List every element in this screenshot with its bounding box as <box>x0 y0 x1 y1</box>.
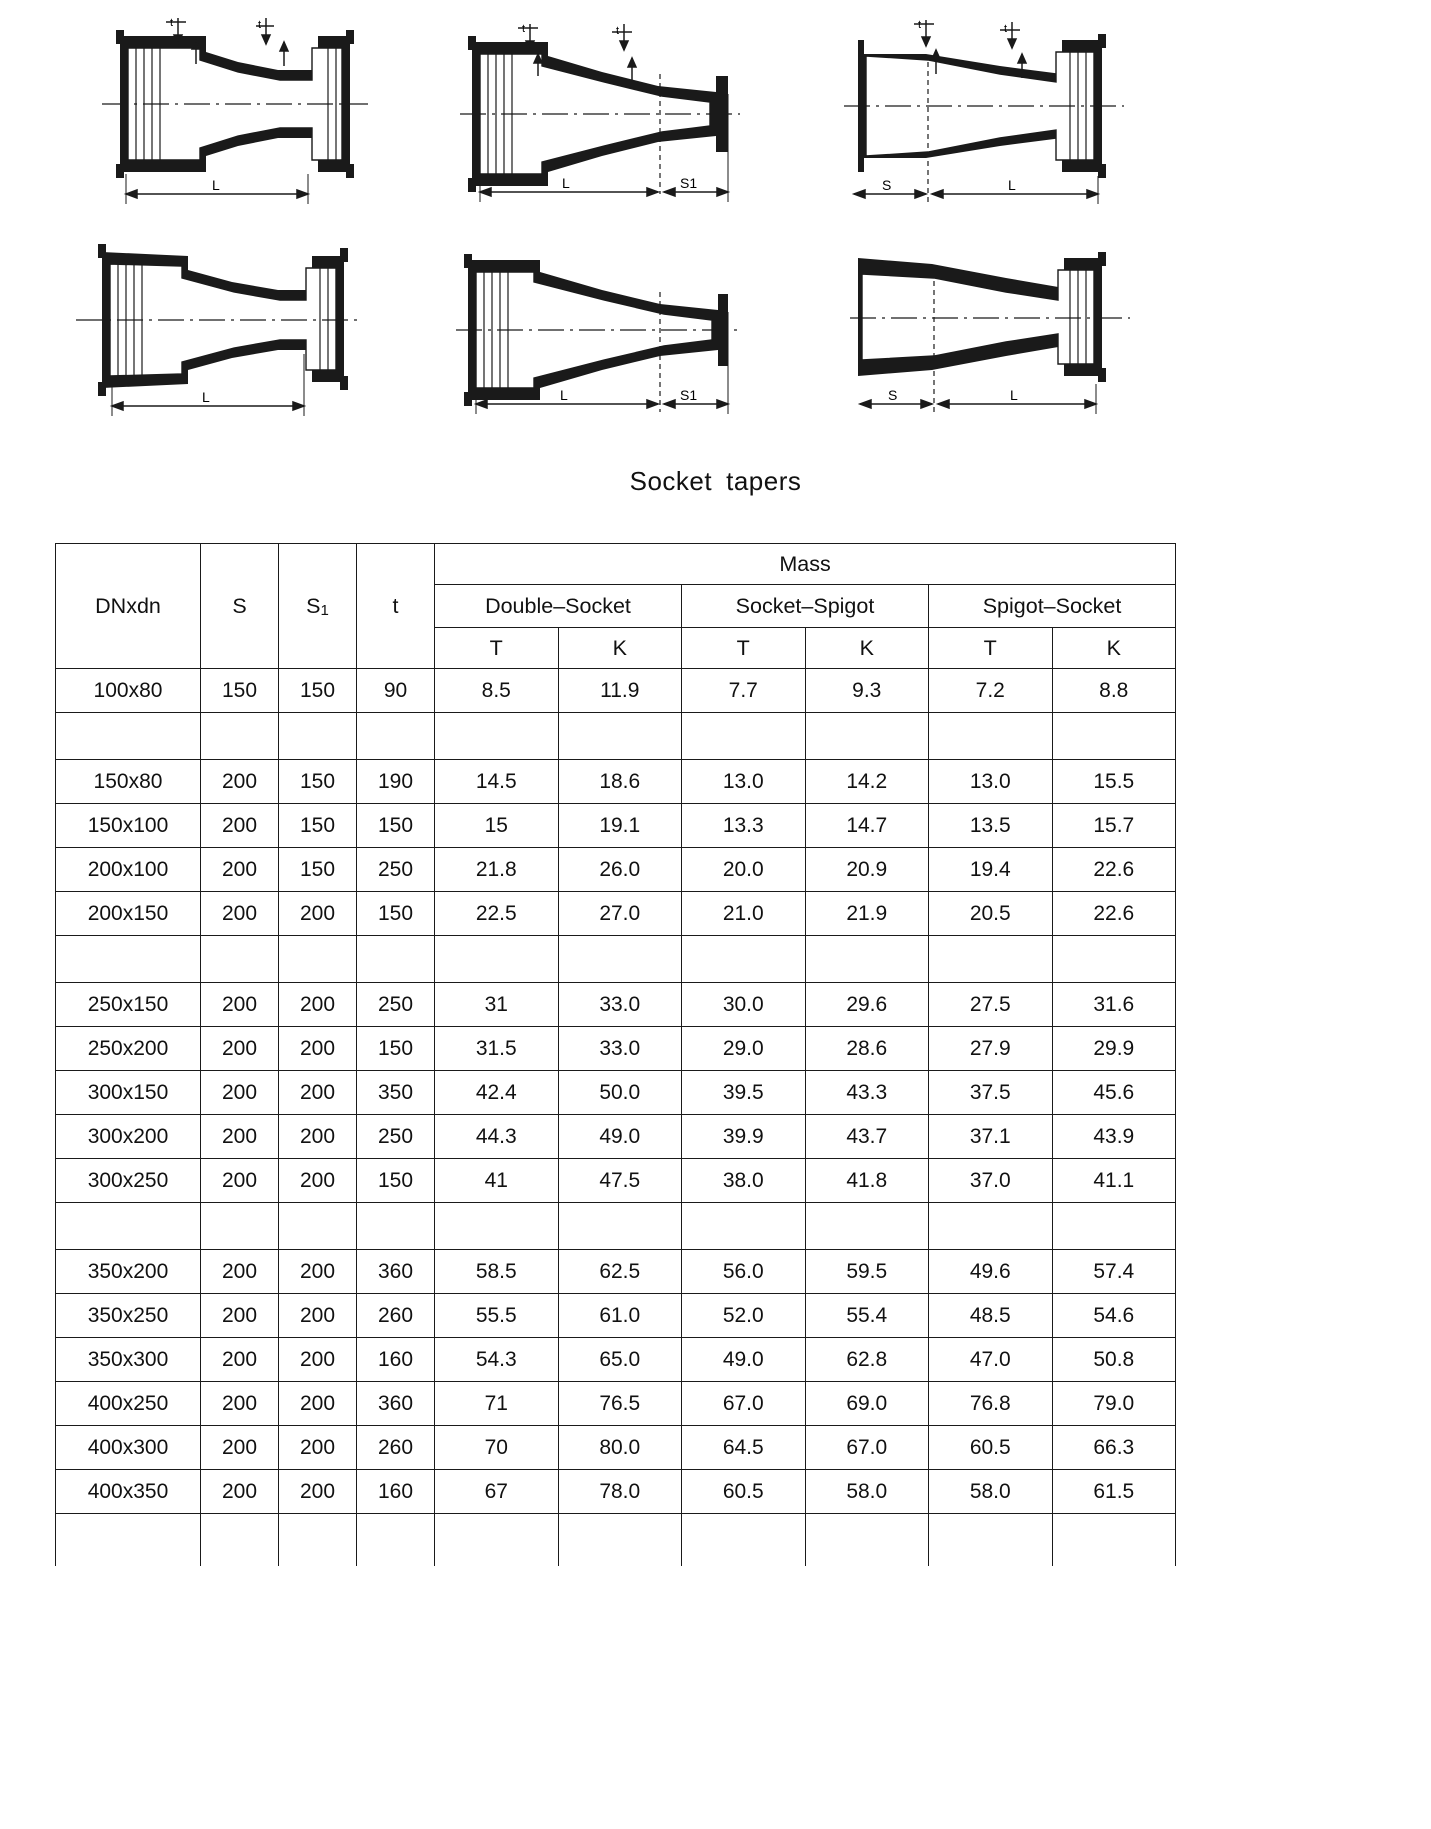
cell-sps-t: 37.0 <box>929 1159 1053 1203</box>
cell-ds-t: 42.4 <box>435 1071 559 1115</box>
cell-t: 350 <box>357 1071 435 1115</box>
table-row <box>56 1159 1176 1203</box>
col-header-dnxdn: DNxdn <box>56 544 201 669</box>
cell-ss-t: 20.0 <box>682 848 806 892</box>
cell-s1: 150 <box>279 848 357 892</box>
cell-dnxdn: 250x150 <box>56 983 201 1027</box>
dimension-label-L: L <box>1008 177 1016 193</box>
cell-ds-k: 11.9 <box>558 669 682 713</box>
cell-ds-k: 50.0 <box>558 1071 682 1115</box>
dimension-label-S: S <box>882 177 892 193</box>
figure-double-socket-taper <box>88 14 378 214</box>
table-body <box>56 669 1176 1567</box>
cell-sps-k: 66.3 <box>1052 1426 1176 1470</box>
dimension-label-S1: S1 <box>680 387 698 403</box>
cell-ds-t: 31 <box>435 983 559 1027</box>
table-row <box>56 1071 1176 1115</box>
cell-dnxdn: 350x300 <box>56 1338 201 1382</box>
cell-ss-t: 52.0 <box>682 1294 806 1338</box>
cell-ss-k: 59.5 <box>805 1250 929 1294</box>
cell-sps-t: 27.5 <box>929 983 1053 1027</box>
cell-ss-t: 67.0 <box>682 1382 806 1426</box>
caption-word-2: tapers <box>726 466 802 496</box>
cell-ss-t: 13.3 <box>682 804 806 848</box>
figure-double-socket-taper-alt <box>72 234 372 424</box>
cell-t: 150 <box>357 1159 435 1203</box>
cell-ds-k: 18.6 <box>558 760 682 804</box>
cell-sps-k: 31.6 <box>1052 983 1176 1027</box>
cell-ss-k: 67.0 <box>805 1426 929 1470</box>
table-row-spacer <box>56 1203 1176 1250</box>
cell-sps-t: 13.0 <box>929 760 1053 804</box>
cell-s1: 200 <box>279 892 357 936</box>
cell-t: 190 <box>357 760 435 804</box>
cell-s1: 200 <box>279 1159 357 1203</box>
cell-s: 200 <box>201 1027 279 1071</box>
table-row-spacer <box>56 713 1176 760</box>
table-row <box>56 1027 1176 1071</box>
cell-ds-t: 67 <box>435 1470 559 1514</box>
cell-sps-k: 22.6 <box>1052 848 1176 892</box>
dimension-label-L: L <box>1010 387 1018 403</box>
col-header-t: t <box>357 544 435 669</box>
cell-s1: 200 <box>279 1470 357 1514</box>
figure-spigot-socket-taper <box>840 14 1140 214</box>
cell-s: 150 <box>201 669 279 713</box>
cell-ss-t: 64.5 <box>682 1426 806 1470</box>
figure-caption <box>0 466 1431 497</box>
figure-spigot-socket-taper-alt <box>846 234 1146 424</box>
cell-s: 200 <box>201 760 279 804</box>
dimension-label-S: S <box>888 387 898 403</box>
col-header-spigot-socket: Spigot–Socket <box>929 585 1176 628</box>
cell-ss-k: 43.7 <box>805 1115 929 1159</box>
table-row <box>56 1294 1176 1338</box>
cell-dnxdn: 150x100 <box>56 804 201 848</box>
cell-s: 200 <box>201 892 279 936</box>
dimension-label-t: t <box>616 25 620 37</box>
table-row <box>56 1426 1176 1470</box>
socket-tapers-table <box>55 543 1176 1566</box>
table-row <box>56 1338 1176 1382</box>
dimension-label-t: t <box>258 19 262 31</box>
cell-ds-k: 61.0 <box>558 1294 682 1338</box>
table-row <box>56 760 1176 804</box>
cell-sps-k: 22.6 <box>1052 892 1176 936</box>
cell-dnxdn: 350x250 <box>56 1294 201 1338</box>
cell-ds-t: 41 <box>435 1159 559 1203</box>
cell-ds-t: 15 <box>435 804 559 848</box>
cell-s1: 200 <box>279 1294 357 1338</box>
cell-s: 200 <box>201 1294 279 1338</box>
cell-t: 250 <box>357 1115 435 1159</box>
cell-sps-t: 20.5 <box>929 892 1053 936</box>
cell-ss-t: 7.7 <box>682 669 806 713</box>
cell-dnxdn: 300x200 <box>56 1115 201 1159</box>
cell-ss-k: 20.9 <box>805 848 929 892</box>
cell-ss-t: 30.0 <box>682 983 806 1027</box>
cell-sps-k: 29.9 <box>1052 1027 1176 1071</box>
cell-dnxdn: 300x250 <box>56 1159 201 1203</box>
cell-sps-t: 19.4 <box>929 848 1053 892</box>
cell-ds-k: 76.5 <box>558 1382 682 1426</box>
cell-sps-k: 45.6 <box>1052 1071 1176 1115</box>
table-row <box>56 848 1176 892</box>
cell-ds-t: 58.5 <box>435 1250 559 1294</box>
cell-sps-k: 50.8 <box>1052 1338 1176 1382</box>
cell-sps-k: 43.9 <box>1052 1115 1176 1159</box>
cell-sps-k: 41.1 <box>1052 1159 1176 1203</box>
cell-sps-k: 57.4 <box>1052 1250 1176 1294</box>
dimension-label-t: t <box>918 19 922 31</box>
cell-ds-k: 65.0 <box>558 1338 682 1382</box>
cell-sps-t: 49.6 <box>929 1250 1053 1294</box>
col-header-sps-k: K <box>1052 628 1176 669</box>
cell-sps-k: 54.6 <box>1052 1294 1176 1338</box>
cell-s: 200 <box>201 1470 279 1514</box>
cell-ds-k: 33.0 <box>558 983 682 1027</box>
cell-sps-t: 76.8 <box>929 1382 1053 1426</box>
figure-socket-spigot-taper <box>452 14 752 214</box>
table-row <box>56 983 1176 1027</box>
cell-sps-t: 37.5 <box>929 1071 1053 1115</box>
cell-ds-t: 14.5 <box>435 760 559 804</box>
col-header-sps-t: T <box>929 628 1053 669</box>
cell-sps-k: 15.5 <box>1052 760 1176 804</box>
dimension-label-L: L <box>202 389 210 405</box>
cell-s: 200 <box>201 1250 279 1294</box>
cell-s1: 200 <box>279 1426 357 1470</box>
cell-ss-k: 41.8 <box>805 1159 929 1203</box>
cell-s: 200 <box>201 1071 279 1115</box>
cell-sps-t: 47.0 <box>929 1338 1053 1382</box>
cell-s: 200 <box>201 1338 279 1382</box>
cell-s: 200 <box>201 1159 279 1203</box>
col-header-ss-t: T <box>682 628 806 669</box>
header-row-mass <box>56 544 1176 585</box>
cell-s1: 200 <box>279 1027 357 1071</box>
cell-s1: 150 <box>279 669 357 713</box>
cell-ss-k: 58.0 <box>805 1470 929 1514</box>
cell-ds-t: 44.3 <box>435 1115 559 1159</box>
cell-ds-t: 8.5 <box>435 669 559 713</box>
cell-ss-k: 21.9 <box>805 892 929 936</box>
cell-s1: 200 <box>279 1338 357 1382</box>
cell-ss-k: 62.8 <box>805 1338 929 1382</box>
table-row-spacer <box>56 1514 1176 1567</box>
cell-ds-t: 71 <box>435 1382 559 1426</box>
cell-sps-t: 60.5 <box>929 1426 1053 1470</box>
figure-socket-spigot-taper-alt <box>452 234 752 424</box>
cell-ds-t: 55.5 <box>435 1294 559 1338</box>
cell-dnxdn: 200x150 <box>56 892 201 936</box>
table-row <box>56 1470 1176 1514</box>
cell-t: 150 <box>357 804 435 848</box>
cell-t: 160 <box>357 1338 435 1382</box>
cell-dnxdn: 400x300 <box>56 1426 201 1470</box>
cell-t: 160 <box>357 1470 435 1514</box>
cell-s1: 200 <box>279 1382 357 1426</box>
cell-sps-t: 58.0 <box>929 1470 1053 1514</box>
cell-sps-k: 15.7 <box>1052 804 1176 848</box>
cell-t: 250 <box>357 983 435 1027</box>
cell-t: 250 <box>357 848 435 892</box>
cell-ds-k: 47.5 <box>558 1159 682 1203</box>
table-row <box>56 892 1176 936</box>
cell-s1: 200 <box>279 983 357 1027</box>
cell-ss-t: 39.5 <box>682 1071 806 1115</box>
table-row-spacer <box>56 936 1176 983</box>
cell-t: 150 <box>357 892 435 936</box>
cell-s1: 200 <box>279 1250 357 1294</box>
cell-dnxdn: 300x150 <box>56 1071 201 1115</box>
cell-ss-k: 29.6 <box>805 983 929 1027</box>
cell-s1: 150 <box>279 804 357 848</box>
cell-ds-k: 19.1 <box>558 804 682 848</box>
cell-ss-k: 14.7 <box>805 804 929 848</box>
table-row <box>56 1115 1176 1159</box>
cell-ss-k: 9.3 <box>805 669 929 713</box>
cell-ss-t: 21.0 <box>682 892 806 936</box>
cell-ds-t: 54.3 <box>435 1338 559 1382</box>
cell-ss-k: 14.2 <box>805 760 929 804</box>
dimension-label-S1: S1 <box>680 175 698 191</box>
col-header-ss-k: K <box>805 628 929 669</box>
cell-ss-t: 49.0 <box>682 1338 806 1382</box>
cell-ss-k: 69.0 <box>805 1382 929 1426</box>
cell-sps-t: 27.9 <box>929 1027 1053 1071</box>
cell-s: 200 <box>201 1426 279 1470</box>
cell-sps-k: 8.8 <box>1052 669 1176 713</box>
cell-sps-t: 7.2 <box>929 669 1053 713</box>
cell-ss-k: 43.3 <box>805 1071 929 1115</box>
cell-ds-k: 80.0 <box>558 1426 682 1470</box>
cell-ss-t: 39.9 <box>682 1115 806 1159</box>
cell-t: 360 <box>357 1382 435 1426</box>
dimension-label-t: t <box>1004 23 1008 35</box>
table-row <box>56 804 1176 848</box>
drawings-area <box>0 0 1431 496</box>
col-header-ds-t: T <box>435 628 559 669</box>
cell-s: 200 <box>201 1115 279 1159</box>
cell-t: 260 <box>357 1426 435 1470</box>
cell-ds-t: 22.5 <box>435 892 559 936</box>
cell-ds-k: 78.0 <box>558 1470 682 1514</box>
dimension-label-L: L <box>560 387 568 403</box>
cell-dnxdn: 200x100 <box>56 848 201 892</box>
caption-word-1: Socket <box>629 466 713 496</box>
cell-dnxdn: 100x80 <box>56 669 201 713</box>
cell-t: 360 <box>357 1250 435 1294</box>
cell-sps-t: 48.5 <box>929 1294 1053 1338</box>
cell-t: 90 <box>357 669 435 713</box>
cell-t: 260 <box>357 1294 435 1338</box>
table-row <box>56 1250 1176 1294</box>
cell-ds-k: 49.0 <box>558 1115 682 1159</box>
cell-ss-k: 55.4 <box>805 1294 929 1338</box>
table-row <box>56 669 1176 713</box>
cell-sps-t: 13.5 <box>929 804 1053 848</box>
cell-ss-t: 13.0 <box>682 760 806 804</box>
cell-s: 200 <box>201 1382 279 1426</box>
cell-ds-k: 27.0 <box>558 892 682 936</box>
cell-ss-t: 29.0 <box>682 1027 806 1071</box>
spec-table-wrapper <box>55 543 1175 1566</box>
cell-dnxdn: 400x250 <box>56 1382 201 1426</box>
cell-dnxdn: 350x200 <box>56 1250 201 1294</box>
cell-ds-k: 33.0 <box>558 1027 682 1071</box>
cell-dnxdn: 150x80 <box>56 760 201 804</box>
cell-dnxdn: 250x200 <box>56 1027 201 1071</box>
cell-ss-t: 56.0 <box>682 1250 806 1294</box>
cell-ss-k: 28.6 <box>805 1027 929 1071</box>
cell-ds-t: 21.8 <box>435 848 559 892</box>
cell-s: 200 <box>201 848 279 892</box>
cell-s: 200 <box>201 983 279 1027</box>
col-header-ds-k: K <box>558 628 682 669</box>
cell-s1: 150 <box>279 760 357 804</box>
col-header-s1: S1 <box>279 544 357 669</box>
cell-ds-k: 26.0 <box>558 848 682 892</box>
cell-sps-k: 79.0 <box>1052 1382 1176 1426</box>
cell-ss-t: 60.5 <box>682 1470 806 1514</box>
cell-sps-k: 61.5 <box>1052 1470 1176 1514</box>
cell-t: 150 <box>357 1027 435 1071</box>
cell-s1: 200 <box>279 1115 357 1159</box>
dimension-label-L: L <box>212 177 220 193</box>
cell-s1: 200 <box>279 1071 357 1115</box>
cell-ds-k: 62.5 <box>558 1250 682 1294</box>
cell-s: 200 <box>201 804 279 848</box>
cell-dnxdn: 400x350 <box>56 1470 201 1514</box>
col-header-double-socket: Double–Socket <box>435 585 682 628</box>
col-header-mass: Mass <box>435 544 1176 585</box>
cell-ss-t: 38.0 <box>682 1159 806 1203</box>
cell-ds-t: 31.5 <box>435 1027 559 1071</box>
dimension-label-L: L <box>562 175 570 191</box>
col-header-socket-spigot: Socket–Spigot <box>682 585 929 628</box>
col-header-s: S <box>201 544 279 669</box>
table-head <box>56 544 1176 669</box>
dimension-label-t: t <box>522 23 526 35</box>
dimension-label-t: t <box>170 17 174 29</box>
cell-sps-t: 37.1 <box>929 1115 1053 1159</box>
cell-ds-t: 70 <box>435 1426 559 1470</box>
table-row <box>56 1382 1176 1426</box>
